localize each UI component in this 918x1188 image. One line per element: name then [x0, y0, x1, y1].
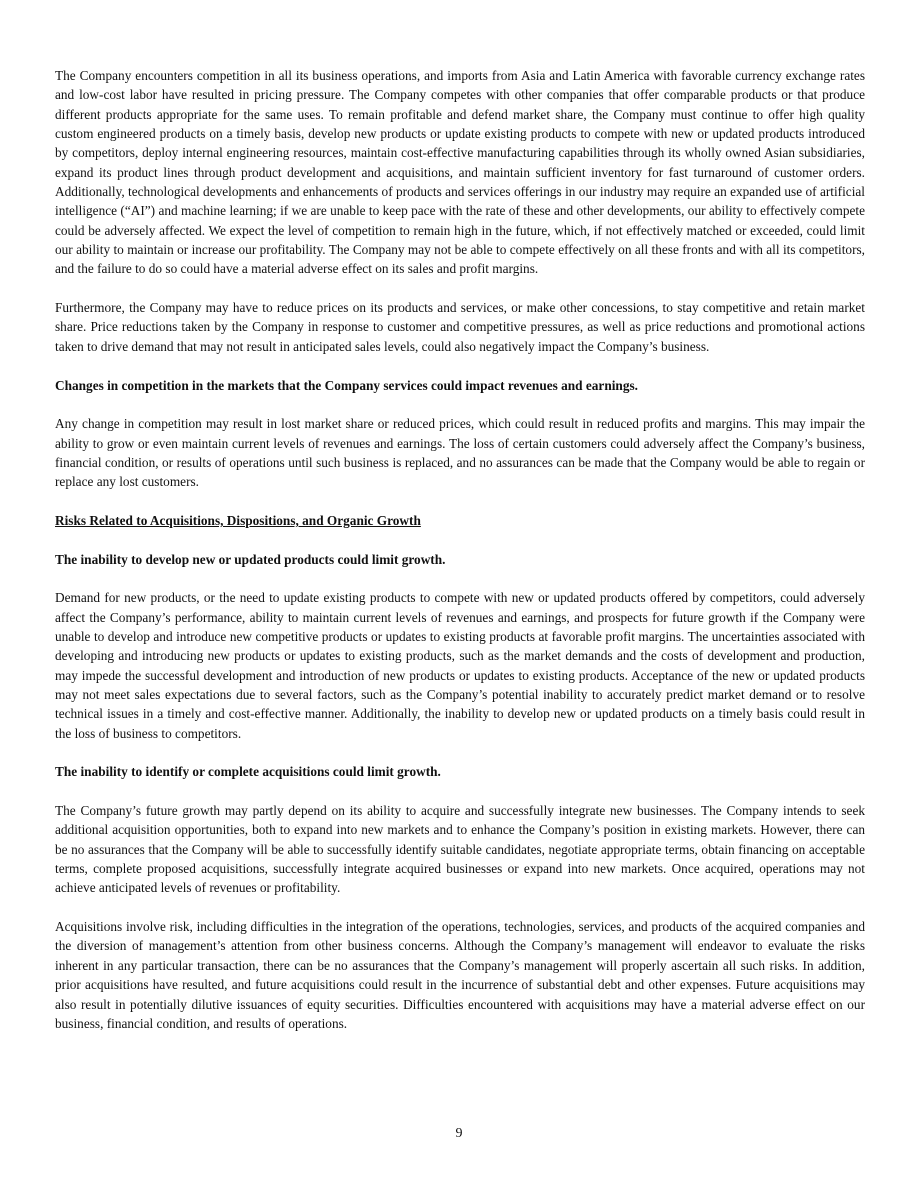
acquisitions-paragraph-2: Acquisitions involve risk, including difficulties in the integration of the operations, technologies, services, and products of the acquired companies and the diversion of management’s attention from other business concerns. Although the Company’s management will endeavor to evaluate the risks inherent in any particular transaction, there can be no assurances that the Company’s management will properly ascertain all such risks. In addition, prior acquisitions have resulted, and future acquisitions could result in the incurrence of substantial debt and other expenses. Future acquisitions may also result in potentially dilutive issuances of equity securities. Difficulties encountered with acquisitions may have a material adverse effect on our business, financial condition, and results of operations.	[55, 919, 865, 1031]
new-products-heading: The inability to develop new or updated products could limit growth.	[55, 551, 446, 567]
competition-paragraph-1: The Company encounters competition in all its business operations, and imports from Asia and Latin America with favorable currency exchange rates and low-cost labor have resulted in pricing pressure. The Company competes with other companies that offer comparable products or that produce different products appropriate for the same uses. To remain profitable and defend market share, the Company must continue to offer high quality custom engineered products on a timely basis, develop new products or update existing products to compete with new or updated products introduced by competitors, deploy internal engineering resources, maintain cost-effective manufacturing capabilities through its wholly owned Asian subsidiaries, expand its product lines through product development and acquisitions, and maintain sufficient inventory for fast turnaround of customer orders. Additionally, technological developments and enhancements of products and services offerings in our industry may require an expanded use of artificial intelligence (“AI”) and machine learning; if we are unable to keep pace with the rate of these and other developments, our ability to effectively compete could be adversely affected. We expect the level of competition to remain high in the future, which, if not effectively matched or exceeded, could limit our ability to maintain or increase our profitability. The Company may not be able to compete effectively on all these fronts and with all its competitors, and the failure to do so could have a material adverse effect on its sales and profit margins.	[55, 68, 865, 277]
acquisitions-heading: The inability to identify or complete acquisitions could limit growth.	[55, 764, 441, 780]
acquisitions-paragraph-1: The Company’s future growth may partly depend on its ability to acquire and successfully integrate new businesses. The Company intends to seek additional acquisition opportunities, both to expand into new markets and to enhance the Company’s position in existing markets. However, there can be no assurances that the Company will be able to successfully identify suitable candidates, negotiate appropriate terms, obtain financing on acceptable terms, complete proposed acquisitions, successfully integrate acquired businesses or expand into new markets. Once acquired, operations may not achieve anticipated levels of revenues or profitability.	[55, 803, 865, 896]
competition-changes-heading: Changes in competition in the markets that the Company services could impact revenues and earnings.	[55, 377, 638, 393]
competition-changes-paragraph: Any change in competition may result in lost market share or reduced prices, which could result in reduced profits and margins. This may impair the ability to grow or even maintain current levels of revenues and earnings. The loss of certain customers could adversely affect the Company’s business, financial condition, or results of operations until such business is replaced, and no assurances can be made that the Company would be able to regain or replace any lost customers.	[55, 416, 865, 490]
document-page	[55, 66, 865, 1033]
new-products-paragraph: Demand for new products, or the need to update existing products to compete with new or updated products offered by competitors, could adversely affect the Company’s performance, ability to maintain current levels of revenues and earnings, and prospects for future growth if the Company were unable to develop and introduce new competitive products or updates to existing products at favorable profit margins. The uncertainties associated with developing and introducing new products or updates to existing products, such as the market demands and the costs of development and production, may impede the successful development and introduction of new products or updates to existing products. Acceptance of the new or updated products may not meet sales expectations due to several factors, such as the Company’s potential inability to accurately predict market demand or to resolve technical issues in a timely and cost-effective manner. Additionally, the inability to develop new or updated products on a timely basis could result in the loss of business to competitors.	[55, 590, 865, 741]
competition-paragraph-2: Furthermore, the Company may have to reduce prices on its products and services, or make other concessions, to stay competitive and retain market share. Price reductions taken by the Company in response to customer and competitive pressures, as well as price reductions and promotional actions taken to drive demand that may not result in anticipated sales levels, could also negatively impact the Company’s business.	[55, 300, 865, 354]
section-heading-acquisitions: Risks Related to Acquisitions, Dispositions, and Organic Growth	[55, 512, 421, 528]
page-number: 9	[455, 1126, 463, 1141]
